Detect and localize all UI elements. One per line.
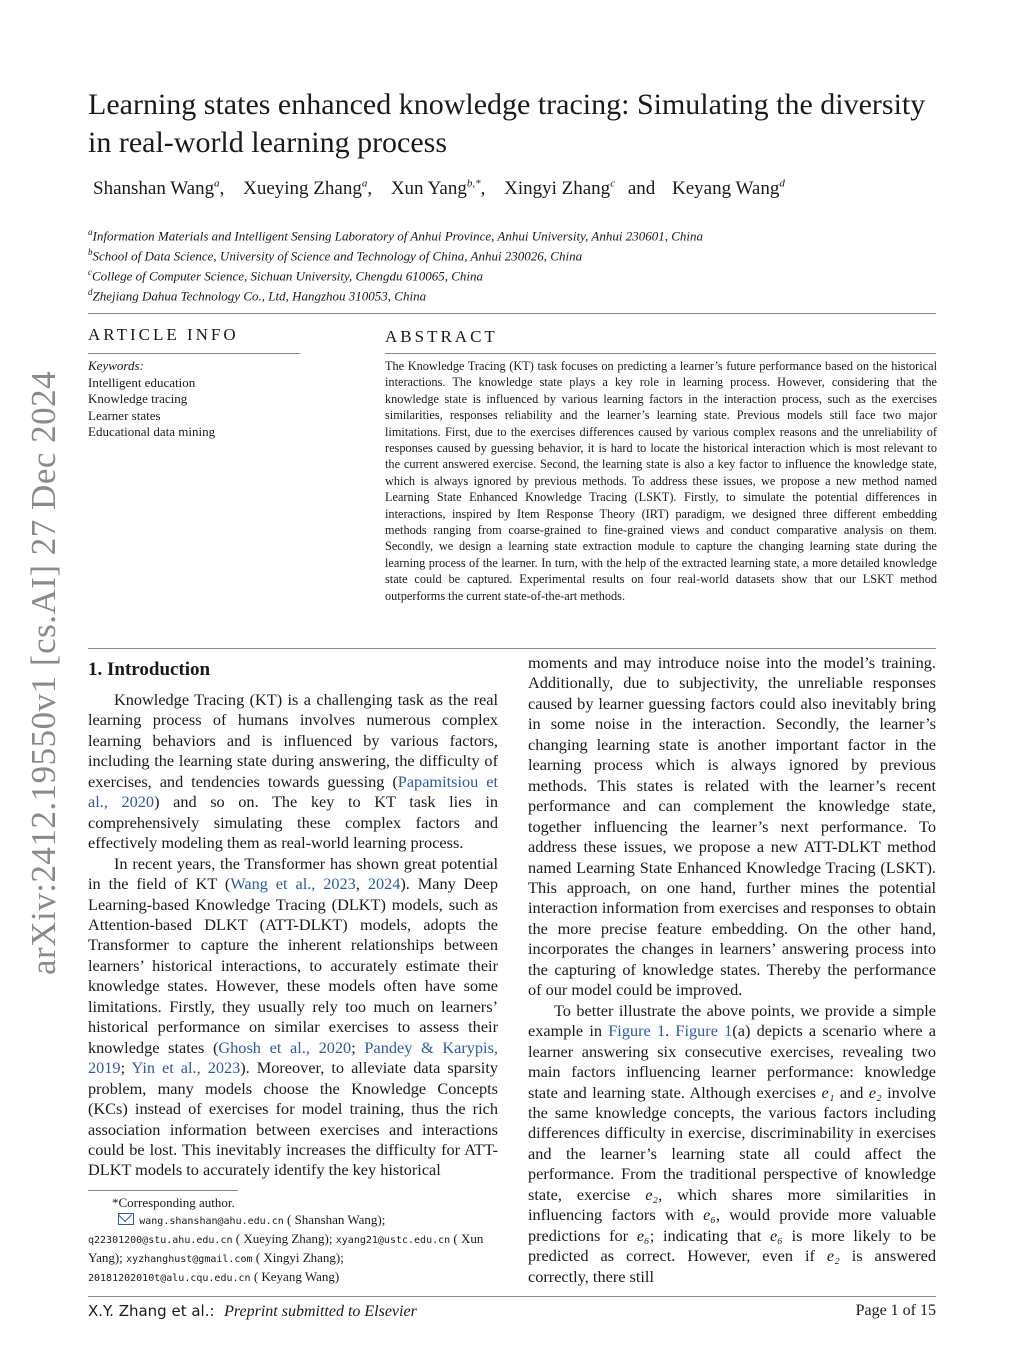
affiliation: $^d$Zhejiang Dahua Technology Co., Ltd, Hangzhou 310053, China	[88, 287, 427, 304]
article-info-divider	[88, 353, 300, 354]
author-name: Shanshan Wang$^a$,	[93, 178, 225, 200]
author-name: Xueying Zhang$^a$,	[243, 178, 373, 200]
keywords-block	[88, 358, 298, 441]
right-column	[528, 653, 936, 1287]
citation-link[interactable]: 2024	[367, 874, 401, 894]
keyword: Learner states	[88, 407, 161, 423]
affiliation: $^c$College of Computer Science, Sichuan University, Chengdu 610065, China	[88, 267, 484, 284]
keyword: Educational data mining	[88, 424, 216, 439]
citation-link[interactable]: Papamitsiou et al., 2020	[88, 771, 498, 812]
math-symbol: e₆	[636, 1225, 650, 1245]
left-column	[88, 656, 498, 1181]
author-email: q22301200@stu.ahu.edu.cn	[88, 1235, 233, 1246]
citation-link[interactable]: Yin et al., 2023	[131, 1058, 241, 1078]
arxiv-identifier: arXiv:2412.19550v1 [cs.AI] 27 Dec 2024	[24, 370, 63, 975]
author-email: xyang21@ustc.edu.cn	[335, 1235, 451, 1246]
paragraph: To better illustrate the above points, we provide a simple example in Figure 1. Figure 1(a) depicts a scenario where a learner answering six consecutive exercises, revealing two main factors influencing learner performance: knowledge state and learning state. Although exercises e₁ and e₂ involve the same knowledge concepts, the various factors including differences difficulty in exercise, discriminability in exercises and the learner’s learning state all could affect the performance. From the traditional perspective of knowledge state, exercise e₂, which shares more similarities in influencing factors with e₆, would provide more valuable predictions for e₆; indicating that e₆ is more likely to be predicted as correct. However, even if e₂ is answered correctly, there still	[528, 1000, 937, 1286]
footnote: *Corresponding author. wang.shanshan@ahu.edu.cn ( Shanshan Wang); q22301200@stu.ahu.edu.cn ( Xueying Zhang); xyang21@ustc.edu.cn ( Xun Yang); xyzhanghust@gmail.com ( Xingyi Zhang); 20181202010t@alu.cqu.edu.cn ( Keyang Wang)	[88, 1194, 498, 1287]
section-heading: 1. Introduction	[88, 659, 211, 680]
abstract-heading: ABSTRACT	[385, 327, 498, 346]
citation-link[interactable]: Wang et al., 2023	[230, 874, 356, 894]
abstract-divider	[385, 353, 936, 354]
author-list	[93, 178, 785, 200]
math-symbol: e₁	[821, 1082, 835, 1102]
footer-divider	[88, 1296, 936, 1297]
author-name: Xun Yang$^{b,*}$,	[390, 178, 486, 200]
math-symbol: e₂	[826, 1246, 840, 1266]
math-symbol: e₂	[868, 1082, 882, 1102]
math-symbol: e₆	[769, 1225, 783, 1245]
paragraph: Knowledge Tracing (KT) is a challenging task as the real learning process of humans involves numerous complex learning behaviors and is influenced by various factors, including the learning state during answering, the difficulty of exercises, and tendencies towards guessing (Papamitsiou et al., 2020) and so on. The key to KT task lies in comprehensively simulating these complex factors and effectively modeling them as real-world learning process.	[88, 690, 498, 853]
paragraph: In recent years, the Transformer has shown great potential in the field of KT (Wang et al., 2023, 2024). Many Deep Learning-based Knowledge Tracing (DLKT) models, such as Attention-based DLKT (ATT-DLKT) models, adopts the Transformer to capture the inherent relationships between learners’ historical interactions, to accurately estimate their knowledge states. However, these models often have some limitations. Firstly, they usually rely too much on learners’ historical performance on similar exercises to assess their knowledge states (Ghosh et al., 2020; Pandey & Karypis, 2019; Yin et al., 2023). Moreover, to alleviate data sparsity problem, many models choose the Knowledge Concepts (KCs) instead of exercises for model training, thus the rich association information between exercises and interactions could be lost. This inevitably increases the difficulty for ATT-DLKT models to accurately identify the key historical	[88, 853, 499, 1180]
corresponding-author-note: *Corresponding author.	[112, 1195, 235, 1210]
citation-link[interactable]: Figure 1	[675, 1021, 733, 1041]
citation-link[interactable]: Figure 1	[608, 1021, 666, 1041]
article-info-heading: ARTICLE INFO	[88, 325, 239, 344]
citation-link[interactable]: Pandey & Karypis, 2019	[88, 1037, 498, 1078]
paragraph: moments and may introduce noise into the model’s training. Additionally, due to subjectivity, the unreliable responses caused by learner guessing factors could also inevitably bring in some noise in the interaction. Secondly, the learner’s changing learning state is another important factor in the learning process which is always ignored by previous methods. This states is related with the learner’s recent performance and can complement the knowledge state, together influencing the learner’s next performance. To address these issues, we propose a new ATT-DLKT method named Learning State Enhanced Knowledge Tracing (LSKT). This approach, on one hand, further mines the potential interaction information from exercises and responses to obtain the more precise feature embedding. On the other hand, incorporates the changes in learners’ answering process into the capturing of knowledge states. Thereby the performance of our model could be improved.	[528, 653, 936, 1000]
author-joiner: and	[627, 178, 656, 200]
footnote-divider	[88, 1190, 238, 1191]
math-symbol: e₆	[703, 1205, 716, 1225]
keywords-label: Keywords:	[88, 358, 144, 373]
paper-title: Learning states enhanced knowledge tracing: Simulating the diversity in real-world learning process	[88, 88, 926, 159]
envelope-icon	[118, 1213, 134, 1225]
author-email: 20181202010t@alu.cqu.edu.cn	[88, 1273, 251, 1284]
affiliation: $^a$Information Materials and Intelligent Sensing Laboratory of Anhui Province, Anhui University, Anhui 230601, China	[88, 227, 703, 244]
abstract-text: The Knowledge Tracing (KT) task focuses on predicting a learner’s future performance based on the historical interactions. The knowledge state plays a key role in learning process. However, considering that the knowledge state is influenced by various learning factors in the interaction process, such as the exercises similarities, responses reliability and the learner’s learning state. Previous models still face two major limitations. First, due to the exercises differences caused by various complex reasons and the unreliability of responses caused by guessing behavior, it is hard to locate the historical interaction which is most relevant to the current answered exercise. Second, the learning state is also a key factor to influence the knowledge state, which is always ignored by previous methods. To address these issues, we propose a new method named Learning State Enhanced Knowledge Tracing (LSKT). Firstly, to simulate the potential differences in interactions, inspired by Item Response Theory (IRT) paradigm, we designed three different embedding methods ranging from coarse-grained to fine-grained views and conduct comparative analysis on them. Secondly, we design a learning state extraction module to capture the changing learning state during the learning process of the learner. In turn, with the help of the extracted learning state, a more detailed knowledge state could be captured. Experimental results on four real-world datasets show that our LSKT method outperforms the current state-of-the-art methods.	[385, 359, 937, 603]
running-footer: X.Y. Zhang et al.: Preprint submitted to Elsevier	[88, 1302, 417, 1320]
top-divider	[88, 313, 936, 314]
citation-link[interactable]: Ghosh et al., 2020	[218, 1037, 352, 1057]
author-email: xyzhanghust@gmail.com	[126, 1254, 253, 1265]
keyword: Knowledge tracing	[88, 391, 188, 406]
journal-note: Preprint submitted to Elsevier	[224, 1303, 417, 1320]
keyword: Intelligent education	[88, 374, 196, 390]
author-email: wang.shanshan@ahu.edu.cn	[139, 1216, 284, 1227]
author-name: Keyang Wang$^d$	[672, 178, 785, 200]
abstract-bottom-divider	[88, 648, 936, 649]
affiliation: $^b$School of Data Science, University of Science and Technology of China, Anhui 230026, China	[88, 247, 583, 264]
author-name: Xingyi Zhang$^c$	[504, 178, 616, 200]
page-number: Page 1 of 15	[855, 1302, 936, 1319]
math-symbol: e₂	[645, 1184, 659, 1204]
affiliation-list	[88, 222, 948, 302]
